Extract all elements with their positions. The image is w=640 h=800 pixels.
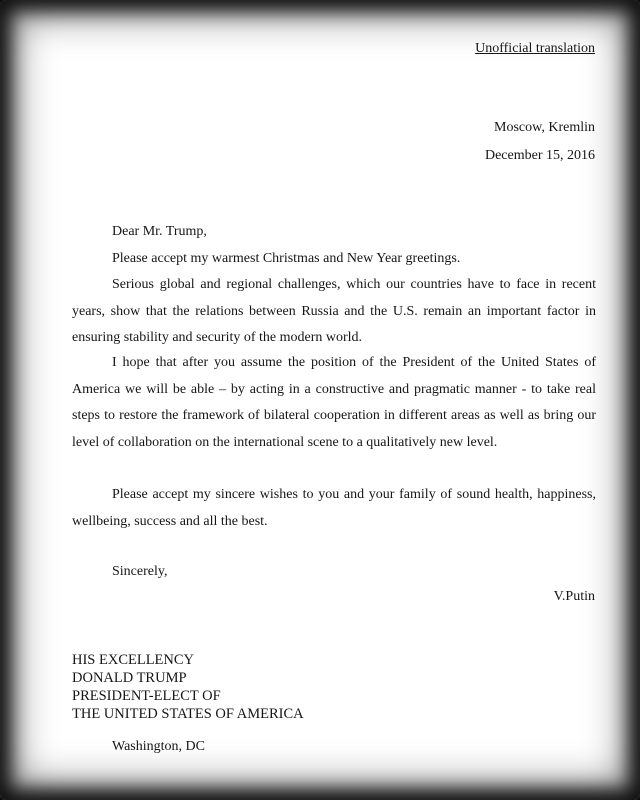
paragraph-cooperation: I hope that after you assume the position of the President of the United States of America we will be able – by acting in a constructive and pragmatic manner - to take real steps to restore the framework of bilateral cooperation in different areas as well as bring our level of collaboration on the international scene to a qualitatively new level. (72, 355, 596, 450)
addressee-line: HIS EXCELLENCY (72, 652, 195, 668)
addressee-line: DONALD TRUMP (72, 670, 187, 686)
letter-place: Moscow, Kremlin (494, 120, 595, 135)
paragraph-wishes: Please accept my sincere wishes to you and your family of sound health, happiness, wellbeing, success and all the best. (72, 487, 596, 529)
signature: V.Putin (553, 589, 595, 604)
addressee-block (72, 651, 304, 723)
addressee-city: Washington, DC (112, 739, 205, 754)
paragraph-challenges: Serious global and regional challenges, which our countries have to face in recent years, show that the relations between Russia and the U.S. remain an important factor in ensuring stability and security of the modern world. (72, 277, 596, 345)
paragraph-greetings: Please accept my warmest Christmas and New Year greetings. (112, 251, 461, 266)
letter-date: December 15, 2016 (484, 148, 595, 163)
addressee-line: PRESIDENT-ELECT OF (72, 688, 221, 704)
salutation: Dear Mr. Trump, (112, 224, 207, 239)
translation-label: Unofficial translation (475, 41, 595, 56)
closing: Sincerely, (112, 564, 168, 579)
addressee-line: THE UNITED STATES OF AMERICA (72, 706, 304, 722)
